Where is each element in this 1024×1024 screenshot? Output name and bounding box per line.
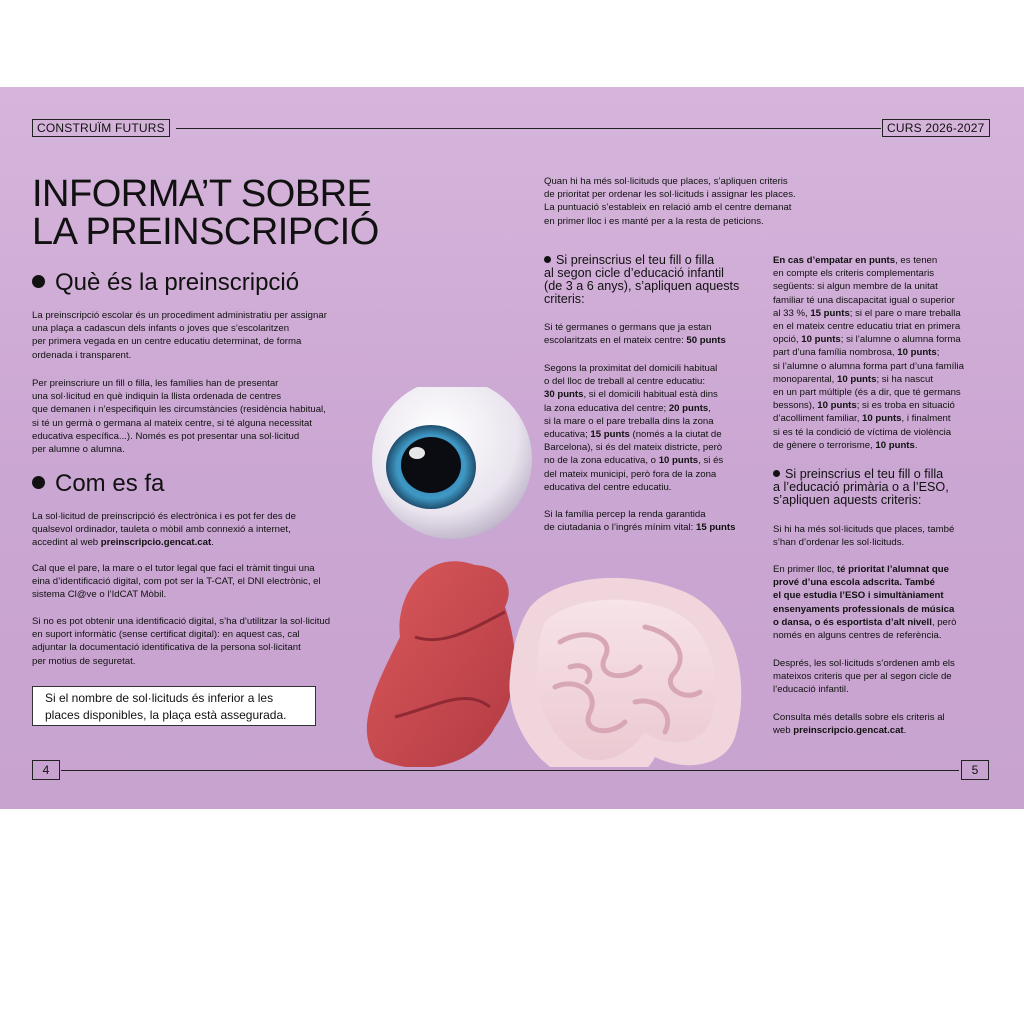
section-heading-how: Com es fa: [32, 471, 164, 497]
web-link[interactable]: preinscripcio.gencat.cat: [793, 725, 904, 737]
callout-box: Si el nombre de sol·licituds és inferior a les places disponibles, la plaça està assegurada.: [32, 686, 316, 726]
paragraph-how-1: La sol·licitud de preinscripció és electrònica i es pot fer des de qualsevol ordinador, tauleta o mòbil amb connexió a internet, accedint al web preinscripcio.gencat.cat.: [32, 511, 296, 549]
col2-intro: Si hi ha més sol·licituds que places, també s’han d’ordenar les sol·licituds.: [773, 524, 955, 549]
web-link[interactable]: preinscripcio.gencat.cat: [100, 537, 212, 549]
col2-heading: Si preinscrius el teu fill o filla a l’educació primària o a l’ESO, s’apliquen aquests criteris:: [773, 467, 949, 507]
paragraph-how-3: Si no es pot obtenir una identificació digital, s’ha d’utilitzar la sol·licitud en suport informàtic (sense certificat digital): en aquest cas, cal adjuntar la documentació identificativa de la persona sol·licitant per motius de seguretat.: [32, 616, 331, 667]
col2-consult: Consulta més detalls sobre els criteris al web preinscripcio.gencat.cat.: [773, 712, 945, 737]
header-tag-right: CURS 2026-2027: [882, 119, 990, 137]
magazine-spread: [0, 87, 1024, 809]
header-tag-left: CONSTRUÏM FUTURS: [32, 119, 170, 137]
footer-rule: [61, 770, 959, 771]
bullet-icon: [544, 256, 551, 263]
lips-icon: [367, 561, 515, 767]
paragraph-what-1: La preinscripció escolar és un procediment administratiu per assignar una plaça a cadascun dels infants o joves que s’escolaritzen per primera vegada en un centre educatiu determinat, de forma ordenada i transparent.: [32, 310, 327, 361]
intro-paragraph: Quan hi ha més sol·licituds que places, s’apliquen criteris de prioritat per ordenar les sol·licituds i assignar les places. La puntuació s’estableix en relació amb el centre demanat en primer lloc i es manté per a la resta de peticions.: [544, 176, 796, 227]
col2-priority: En primer lloc, té prioritat l’alumnat que prové d’una escola adscrita. També el que estudia l’ESO i simultàniament ensenyaments professionals de música o dansa, o és esportista d’alt nivell, però només en alguns centres de referència.: [773, 564, 957, 642]
col2-after: Després, les sol·licituds s’ordenen amb els mateixos criteris que per al segon cicle de l’educació infantil.: [773, 658, 955, 696]
col1-proximity: Segons la proximitat del domicili habitual o del lloc de treball al centre educatiu: 30 punts, si el domicili habitual està dins la zona educativa del centre; 20 punts, si la mare o el pare treballa dins la zona educativa; 15 punts (només a la ciutat de Barcelona), si és del mateix districte, però no de la zona educativa, o 10 punts, si és del mateix municipi, però fora de la zona educativa del centre educatiu.: [544, 363, 724, 493]
brain-icon: [509, 578, 741, 767]
col1-heading: Si preinscrius el teu fill o filla al segon cicle d’educació infantil (de 3 a 6 anys), s’apliquen aquests criteris:: [544, 253, 740, 306]
col2-tiebreak: En cas d’empatar en punts, es tenen en compte els criteris complementaris següents: si algun membre de la unitat familiar té una discapacitat igual o superior al 33 %, 15 punts; si el pare o mare treballa en el mateix centre educatiu triat en primera opció, 10 punts; si l’alumne o alumna forma part d’una família nombrosa, 10 punts; si l’alumne o alumna forma part d’una família monoparental, 10 punts; si ha nascut en un part múltiple (és a dir, que té germans bessons), 10 punts; si es troba en situació d’acolliment familiar, 10 punts, i finalment si es té la condició de víctima de violència de gènere o terrorisme, 10 punts.: [773, 255, 964, 451]
bullet-icon: [32, 476, 45, 489]
col1-income: Si la família percep la renda garantida de ciutadania o l’ingrés mínim vital: 15 punts: [544, 509, 736, 534]
page-number-left: 4: [32, 760, 60, 780]
section-heading-what: Què és la preinscripció: [32, 270, 299, 296]
bullet-icon: [773, 470, 780, 477]
bullet-icon: [32, 275, 45, 288]
page-title: INFORMA’T SOBRE LA PREINSCRIPCIÓ: [32, 173, 379, 253]
paragraph-how-2: Cal que el pare, la mare o el tutor legal que faci el tràmit tingui una eina d’identificació digital, com pot ser la T-CAT, el DNI electrònic, el sistema Cl@ve o l’IdCAT Mòbil.: [32, 563, 321, 601]
col1-siblings: Si té germanes o germans que ja estan escolaritzats en el mateix centre: 50 punts: [544, 322, 726, 347]
eyeball-icon: [372, 387, 532, 539]
page-number-right: 5: [961, 760, 989, 780]
paragraph-what-2: Per preinscriure un fill o filla, les famílies han de presentar una sol·licitud en què indiquin la llista ordenada de centres que demanen i n’especifiquin les circumstàncies (residència habitual, si té un germà o germana al mateix centre, si té alguna necessitat educativa específica...). Només es pot presentar una sol·licitud per alumne o alumna.: [32, 378, 326, 456]
header-rule: [176, 128, 881, 129]
